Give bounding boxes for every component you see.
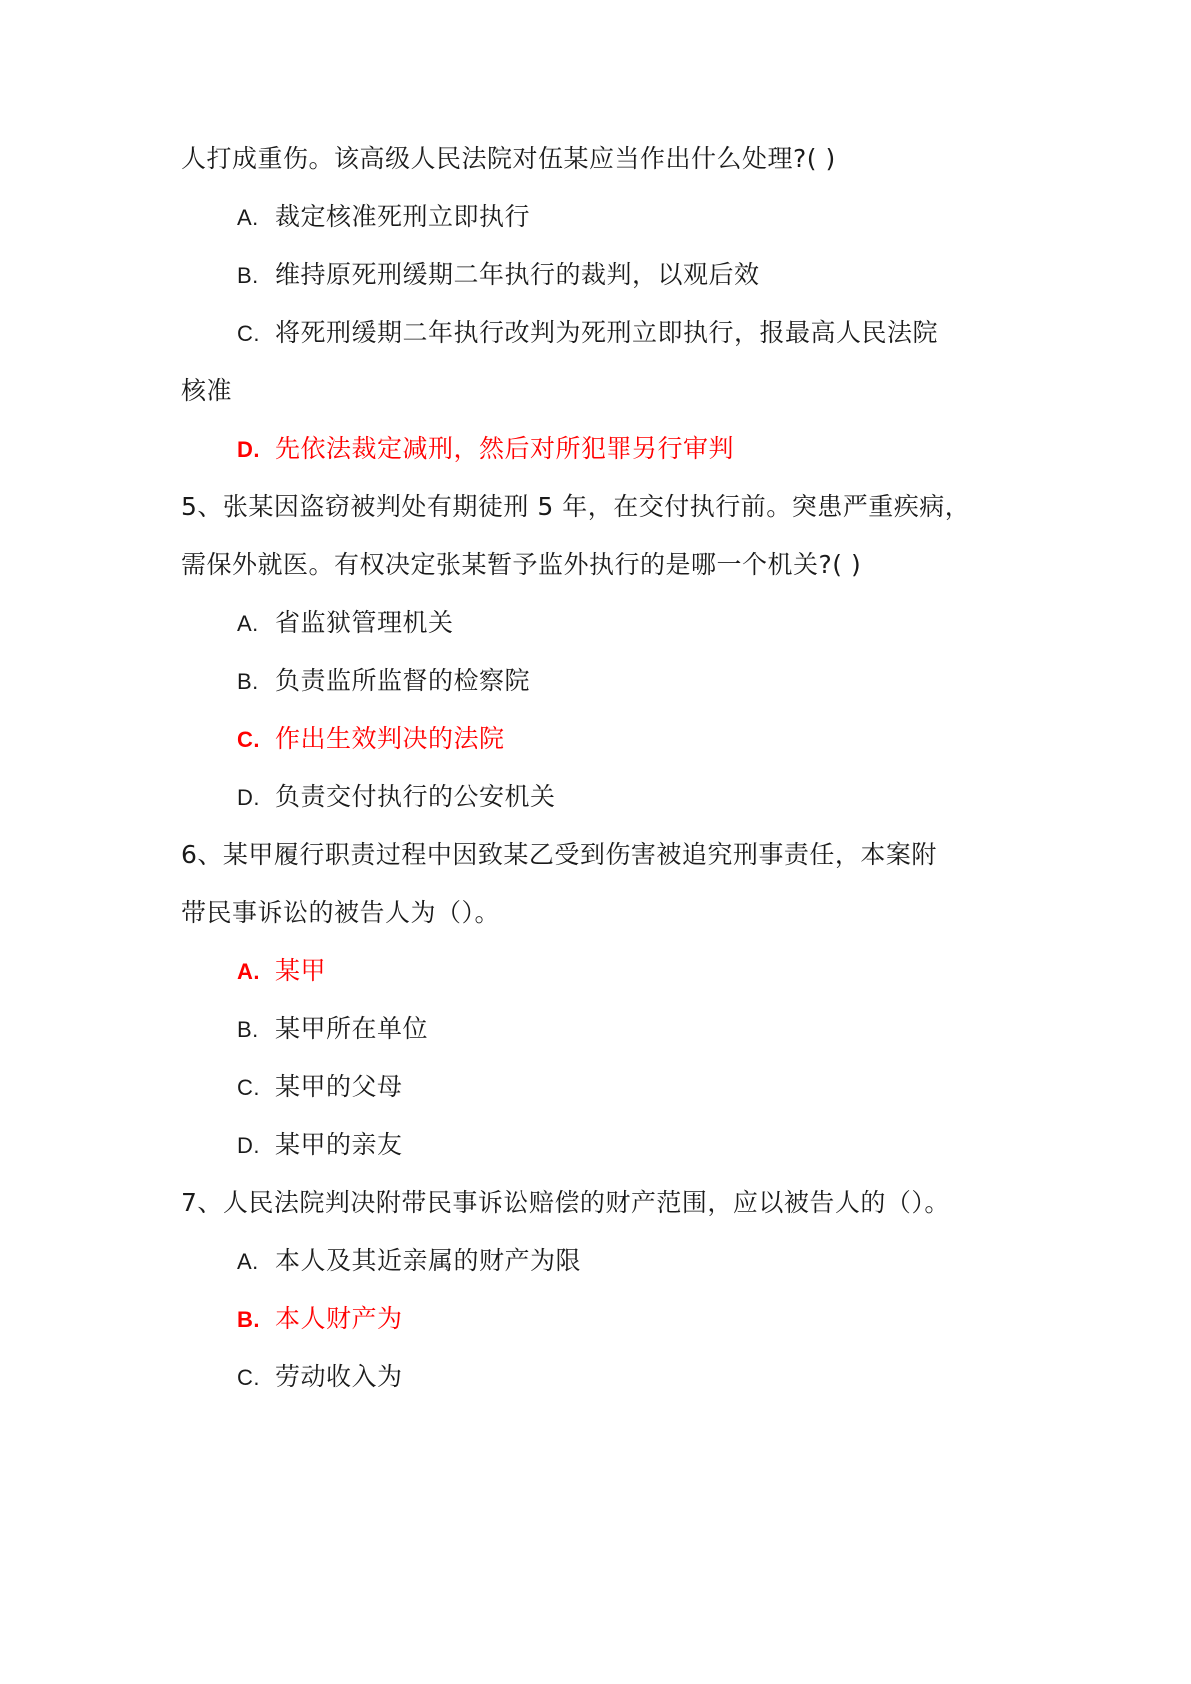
option-letter: B. xyxy=(237,1017,259,1042)
option-text: 某甲 xyxy=(275,956,327,985)
option-letter: C. xyxy=(237,321,260,346)
question-6-option-a-answer xyxy=(237,954,326,989)
question-5-stem-line-1: 5、张某因盗窃被判处有期徒刑 5 年，在交付执行前。突患严重疾病， xyxy=(181,492,971,521)
question-7-option-c xyxy=(237,1360,403,1395)
question-5-stem-line-2: 需保外就医。有权决定张某暂予监外执行的是哪一个机关?( ) xyxy=(181,550,862,579)
option-letter: A. xyxy=(237,959,260,984)
question-4-stem-continuation: 人打成重伤。该高级人民法院对伍某应当作出什么处理?( ) xyxy=(181,144,836,173)
question-5-option-d xyxy=(237,780,556,815)
question-7-option-b-answer xyxy=(237,1302,403,1337)
question-4-option-c xyxy=(237,316,938,351)
option-text: 某甲的亲友 xyxy=(275,1130,403,1159)
question-7-stem: 7、人民法院判决附带民事诉讼赔偿的财产范围，应以被告人的（）。 xyxy=(181,1188,950,1217)
option-letter: C. xyxy=(237,1365,260,1390)
question-5-option-b xyxy=(237,664,530,699)
option-letter: C. xyxy=(237,1075,260,1100)
option-text: 负责监所监督的检察院 xyxy=(275,666,531,695)
option-letter: A. xyxy=(237,611,259,636)
option-letter: D. xyxy=(237,437,260,462)
question-6-stem-line-1: 6、某甲履行职责过程中因致某乙受到伤害被追究刑事责任，本案附 xyxy=(181,840,937,869)
question-4-option-c-continuation: 核准 xyxy=(181,376,233,405)
option-text: 某甲所在单位 xyxy=(275,1014,429,1043)
question-4-option-a xyxy=(237,200,530,235)
question-4-option-d-answer xyxy=(237,432,734,467)
question-6-option-b xyxy=(237,1012,428,1047)
option-letter: B. xyxy=(237,669,259,694)
option-text: 裁定核准死刑立即执行 xyxy=(275,202,531,231)
option-letter: B. xyxy=(237,263,259,288)
option-letter: D. xyxy=(237,785,260,810)
option-text: 作出生效判决的法院 xyxy=(275,724,505,753)
option-letter: A. xyxy=(237,205,259,230)
option-letter: B. xyxy=(237,1307,260,1332)
question-5-option-c-answer xyxy=(237,722,505,757)
question-6-option-d xyxy=(237,1128,403,1163)
question-4-option-b xyxy=(237,258,760,293)
option-letter: C. xyxy=(237,727,260,752)
option-letter: A. xyxy=(237,1249,259,1274)
option-text: 负责交付执行的公安机关 xyxy=(275,782,556,811)
option-text: 本人财产为 xyxy=(275,1304,403,1333)
question-7-option-a xyxy=(237,1244,581,1279)
option-text: 省监狱管理机关 xyxy=(275,608,454,637)
option-text: 某甲的父母 xyxy=(275,1072,403,1101)
option-letter: D. xyxy=(237,1133,260,1158)
option-text: 维持原死刑缓期二年执行的裁判，以观后效 xyxy=(275,260,760,289)
question-6-option-c xyxy=(237,1070,403,1105)
option-text: 本人及其近亲属的财产为限 xyxy=(275,1246,582,1275)
option-text: 劳动收入为 xyxy=(275,1362,403,1391)
question-5-option-a xyxy=(237,606,454,641)
question-6-stem-line-2: 带民事诉讼的被告人为（）。 xyxy=(181,898,501,927)
option-text: 将死刑缓期二年执行改判为死刑立即执行，报最高人民法院 xyxy=(275,318,939,347)
option-text: 先依法裁定减刑，然后对所犯罪另行审判 xyxy=(275,434,735,463)
